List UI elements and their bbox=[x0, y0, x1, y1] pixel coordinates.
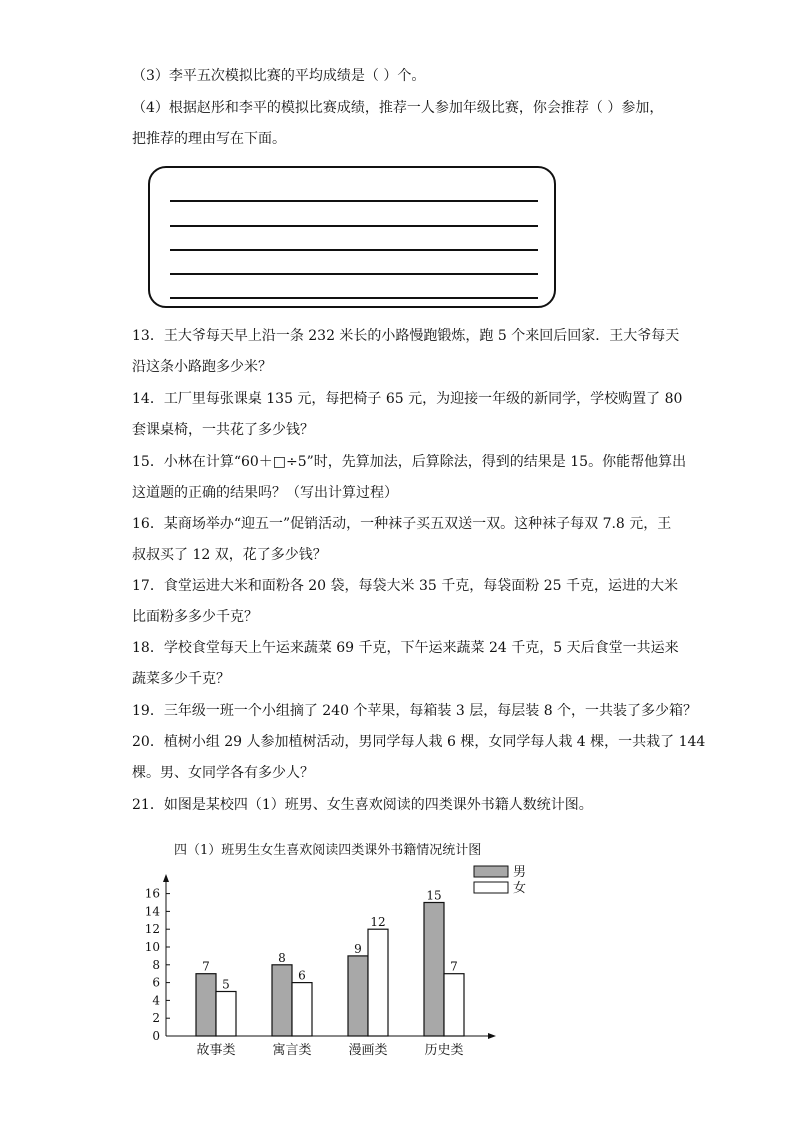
y-tick-label: 10 bbox=[144, 940, 160, 954]
answer-line bbox=[170, 297, 538, 299]
y-tick-label: 12 bbox=[144, 922, 160, 937]
bar-girls-4 bbox=[444, 974, 464, 1036]
data-label: 7 bbox=[450, 959, 458, 974]
data-label: 7 bbox=[202, 959, 210, 974]
question-15-line2: 这道题的正确的结果吗？（写出计算过程） bbox=[132, 485, 398, 501]
y-tick-label: 0 bbox=[152, 1029, 160, 1043]
question-13-line2: 沿这条小路跑多少米？ bbox=[132, 359, 272, 375]
question-12-3: （3）李平五次模拟比赛的平均成绩是（ ）个。 bbox=[132, 68, 426, 84]
data-label: 8 bbox=[278, 950, 286, 965]
question-20-line1: 20．植树小组 29 人参加植树活动，男同学每人栽 6 棵，女同学每人栽 4 棵，一共栽了 144 bbox=[132, 734, 706, 750]
answer-line bbox=[170, 273, 538, 275]
category-label: 历史类 bbox=[424, 1043, 464, 1058]
question-20-line2: 棵。男、女同学各有多少人？ bbox=[132, 765, 314, 781]
answer-line bbox=[170, 225, 538, 227]
answer-line bbox=[170, 200, 538, 202]
question-12-4-line2: 把推荐的理由写在下面。 bbox=[132, 131, 286, 147]
question-18-line2: 蔬菜多少千克？ bbox=[132, 671, 230, 687]
category-label: 漫画类 bbox=[348, 1043, 388, 1058]
question-21: 21．如图是某校四（1）班男、女生喜欢阅读的四类课外书籍人数统计图。 bbox=[132, 797, 593, 813]
chart-title: 四（1）班男生女生喜欢阅读四类课外书籍情况统计图 bbox=[174, 843, 482, 858]
legend-swatch-1 bbox=[474, 866, 508, 877]
x-axis-arrow bbox=[488, 1033, 496, 1039]
data-label: 15 bbox=[426, 888, 442, 903]
y-tick-label: 14 bbox=[144, 904, 160, 919]
legend-swatch-2 bbox=[474, 882, 508, 893]
bar-girls-2 bbox=[292, 983, 312, 1036]
data-label: 6 bbox=[298, 968, 306, 983]
bar-girls-3 bbox=[368, 929, 388, 1036]
y-tick-label: 16 bbox=[144, 886, 160, 901]
answer-box[interactable] bbox=[148, 166, 556, 308]
data-label: 12 bbox=[370, 915, 386, 930]
bar-boys-3 bbox=[348, 956, 368, 1036]
data-label: 9 bbox=[354, 941, 362, 956]
bar-girls-1 bbox=[216, 992, 236, 1037]
question-19: 19．三年级一班一个小组摘了 240 个苹果，每箱装 3 层，每层装 8 个，一共装了多少箱？ bbox=[132, 703, 698, 719]
question-14-line2: 套课桌椅，一共花了多少钱？ bbox=[132, 422, 314, 438]
question-16-line1: 16．某商场举办“迎五一”促销活动，一种袜子买五双送一双。这种袜子每双 7.8 元，王 bbox=[132, 516, 672, 532]
question-18-line1: 18．学校食堂每天上午运来蔬菜 69 千克，下午运来蔬菜 24 千克，5 天后食堂一共运来 bbox=[132, 640, 679, 656]
question-15-line1: 15．小林在计算“60＋□÷5”时，先算加法，后算除法，得到的结果是 15。你能帮他算出 bbox=[132, 454, 687, 470]
y-tick-label: 2 bbox=[152, 1011, 160, 1026]
y-tick-label: 4 bbox=[152, 993, 160, 1008]
bar-chart bbox=[120, 832, 540, 1067]
category-label: 故事类 bbox=[196, 1043, 236, 1058]
bar-boys-4 bbox=[424, 903, 444, 1037]
y-axis-arrow bbox=[163, 874, 169, 882]
data-label: 5 bbox=[222, 977, 230, 992]
bar-boys-1 bbox=[196, 974, 216, 1036]
question-14-line1: 14．工厂里每张课桌 135 元，每把椅子 65 元，为迎接一年级的新同学，学校购置了 80 bbox=[132, 391, 683, 407]
question-17-line2: 比面粉多多少千克？ bbox=[132, 609, 258, 625]
y-tick-label: 8 bbox=[152, 957, 160, 972]
y-tick-label: 6 bbox=[152, 975, 160, 990]
legend-label-2: 女 bbox=[513, 881, 527, 896]
question-12-4-line1: （4）根据赵彤和李平的模拟比赛成绩，推荐一人参加年级比赛，你会推荐（ ）参加， bbox=[132, 100, 664, 116]
category-label: 寓言类 bbox=[272, 1043, 312, 1058]
question-16-line2: 叔叔买了 12 双，花了多少钱？ bbox=[132, 547, 327, 563]
question-13-line1: 13．王大爷每天早上沿一条 232 米长的小路慢跑锻炼，跑 5 个来回后回家．王大爷每天 bbox=[132, 328, 680, 344]
answer-line bbox=[170, 249, 538, 251]
question-17-line1: 17．食堂运进大米和面粉各 20 袋，每袋大米 35 千克，每袋面粉 25 千克，运进的大米 bbox=[132, 578, 678, 594]
legend-label-1: 男 bbox=[513, 865, 527, 880]
bar-boys-2 bbox=[272, 965, 292, 1036]
